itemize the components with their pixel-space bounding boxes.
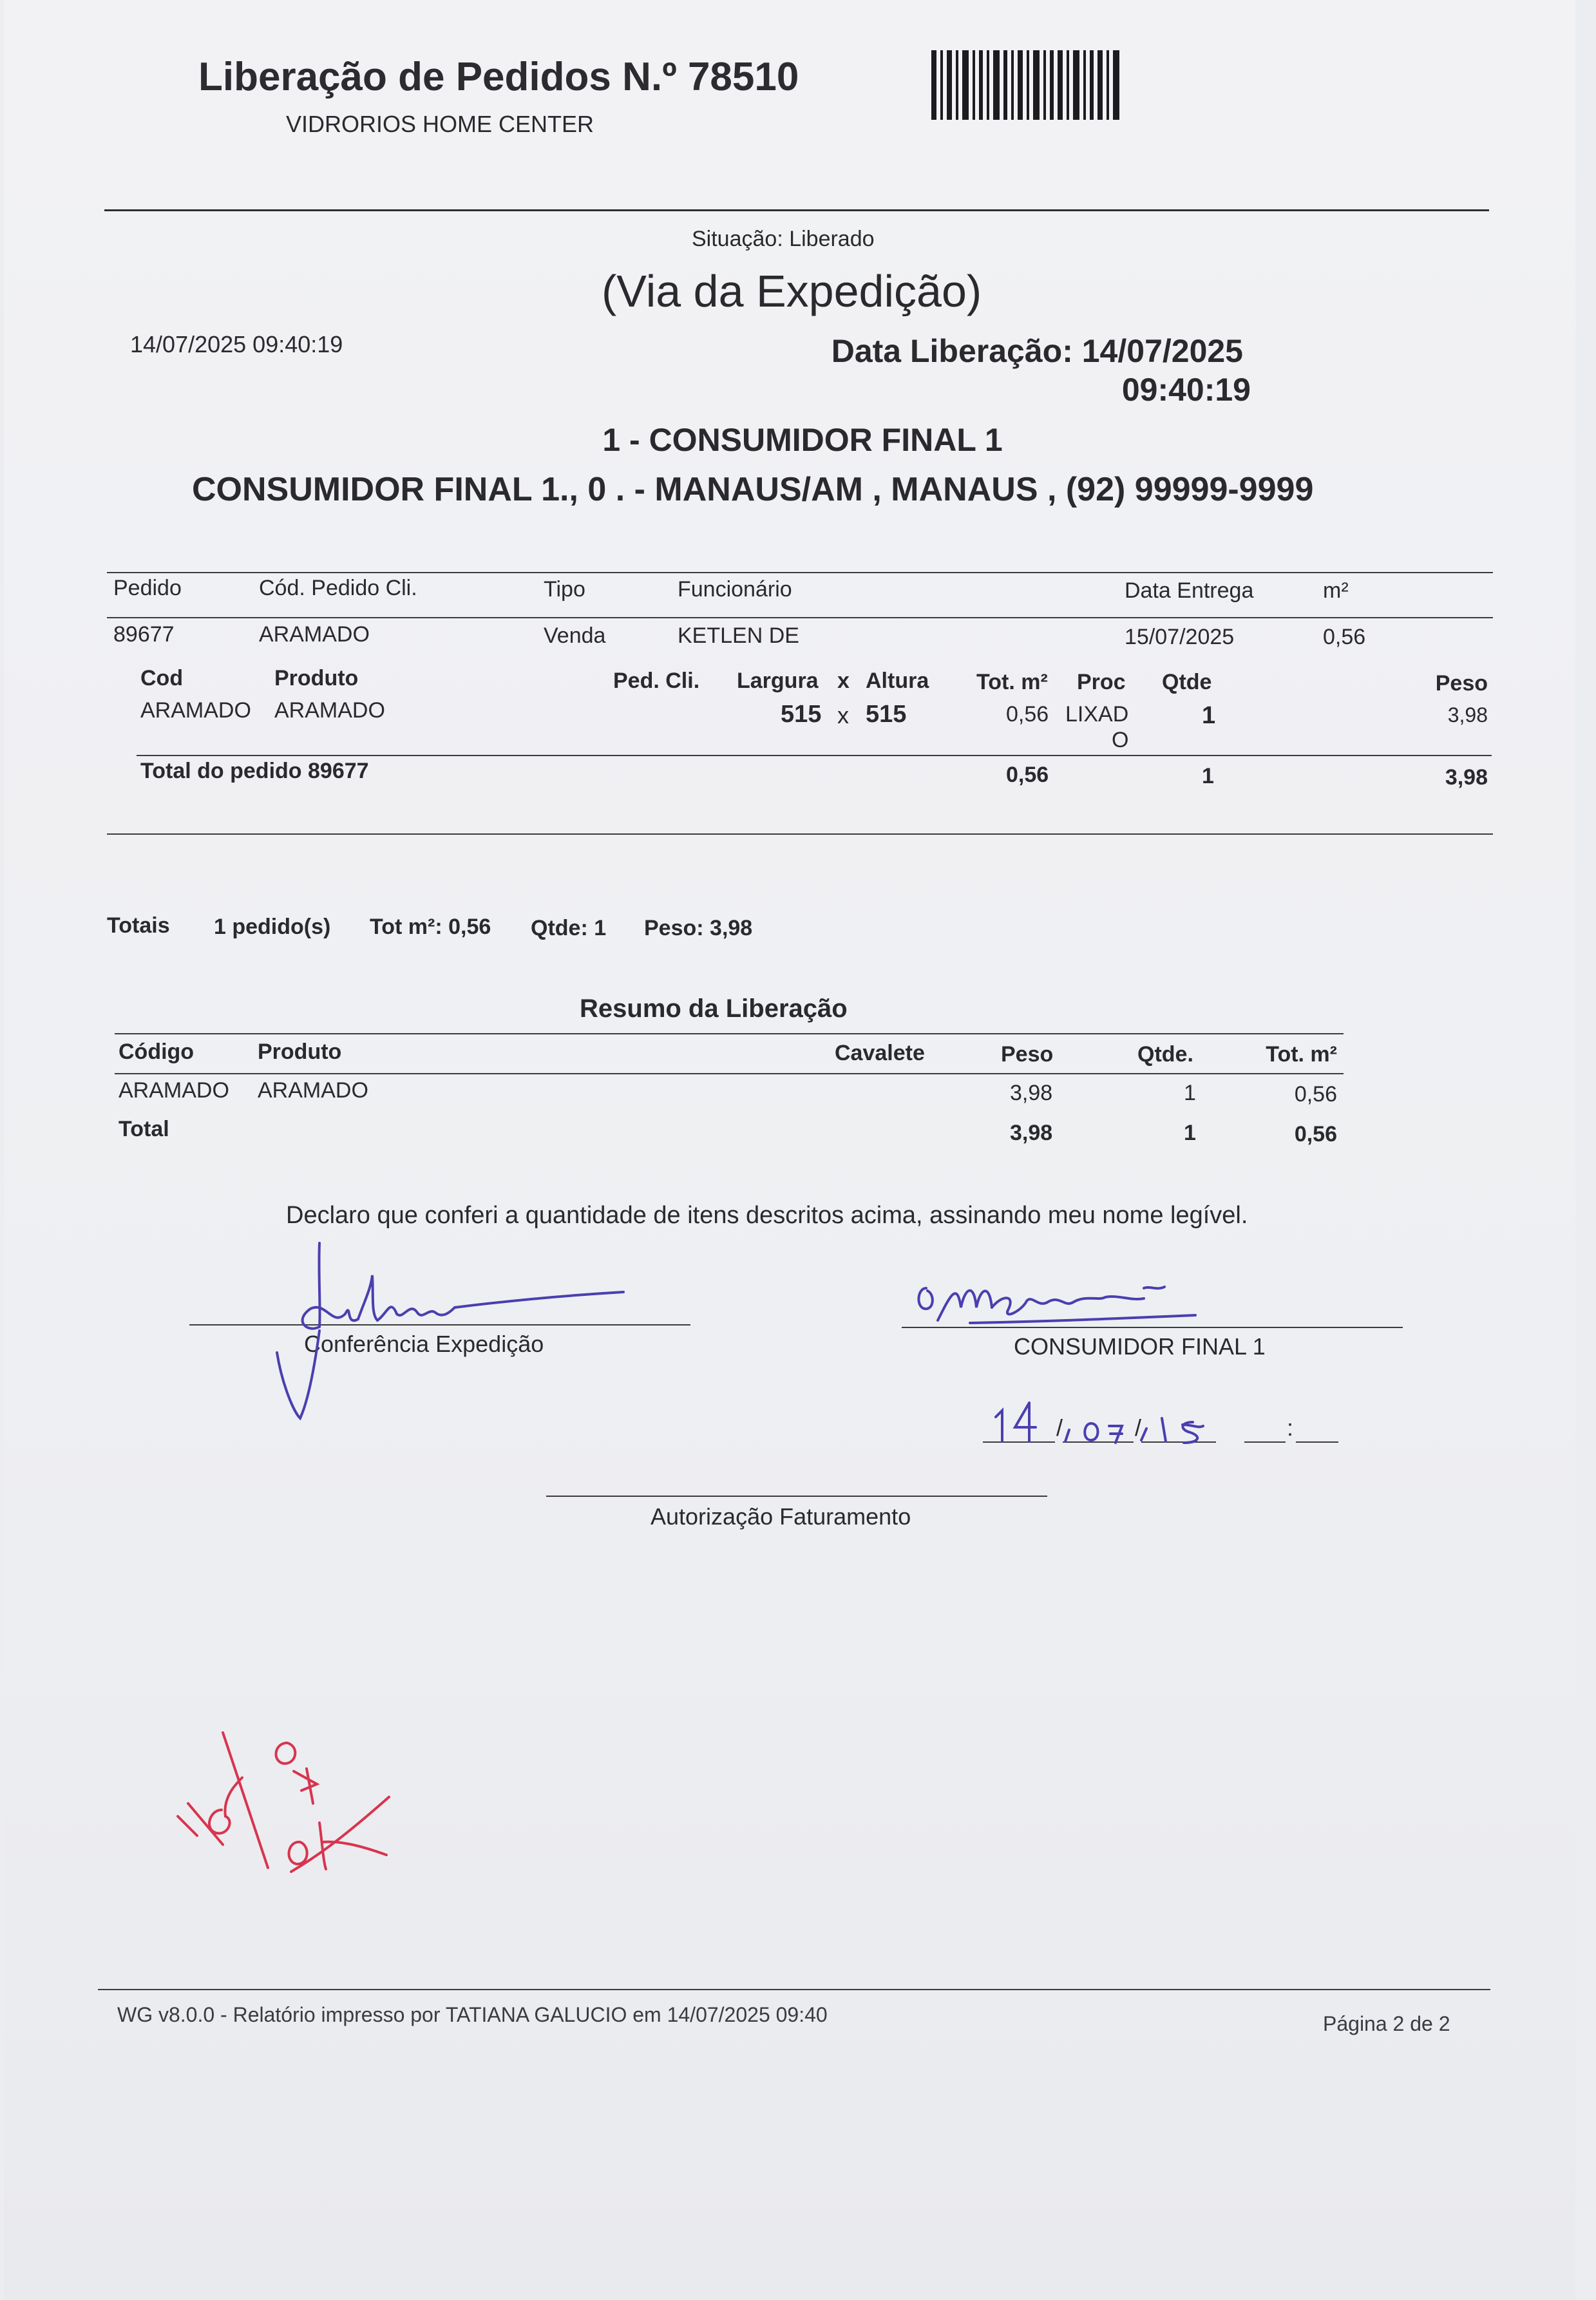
summary-header-peso: Peso	[1001, 1042, 1054, 1067]
handwritten-red-note	[165, 1707, 410, 1900]
item-header-peso: Peso	[1435, 671, 1488, 696]
col-header-cod-pedido-cli: Cód. Pedido Cli.	[259, 576, 417, 600]
date-separator: /	[1135, 1414, 1142, 1441]
barcode	[931, 50, 1170, 120]
divider	[107, 833, 1493, 835]
totals-peso: Peso: 3,98	[644, 916, 753, 940]
item-header-cod: Cod	[140, 666, 184, 690]
cell-m2: 0,56	[1323, 625, 1366, 649]
item-qtde: 1	[1202, 702, 1216, 729]
summary-total-peso: 3,98	[1010, 1121, 1053, 1145]
table-border	[115, 1073, 1344, 1074]
item-largura: 515	[781, 701, 822, 728]
item-produto: ARAMADO	[274, 698, 385, 723]
col-header-data-entrega: Data Entrega	[1125, 578, 1254, 603]
release-time: 09:40:19	[1121, 372, 1251, 408]
table-border	[107, 572, 1493, 573]
status-text: Situação: Liberado	[692, 227, 875, 251]
table-border	[107, 617, 1493, 618]
item-header-x: x	[837, 669, 850, 693]
time-minute-blank	[1296, 1441, 1338, 1443]
date-separator: /	[1056, 1414, 1063, 1441]
release-date: Data Liberação: 14/07/2025	[831, 333, 1243, 369]
customer-address: CONSUMIDOR FINAL 1., 0 . - MANAUS/AM , MANAUS , (92) 99999-9999	[192, 471, 1314, 508]
summary-peso: 3,98	[1010, 1081, 1053, 1105]
summary-header-qtde: Qtde.	[1137, 1042, 1193, 1067]
summary-total-qtde: 1	[1184, 1121, 1196, 1145]
print-timestamp: 14/07/2025 09:40:19	[130, 331, 343, 357]
cell-tipo: Venda	[544, 623, 606, 648]
table-border	[137, 755, 1492, 756]
item-header-altura: Altura	[866, 669, 929, 693]
col-header-funcionario: Funcionário	[678, 577, 792, 602]
table-border	[115, 1033, 1344, 1034]
totals-orders: 1 pedido(s)	[214, 915, 331, 939]
signature-line-autorizacao	[546, 1496, 1047, 1497]
item-header-tot-m2: Tot. m²	[976, 670, 1048, 694]
col-header-tipo: Tipo	[544, 577, 585, 602]
signature-label-conferencia: Conferência Expedição	[304, 1331, 544, 1357]
declaration-text: Declaro que conferi a quantidade de itens descritos acima, assinando meu nome legível.	[286, 1202, 1248, 1229]
divider	[104, 209, 1489, 211]
handwritten-date	[989, 1391, 1221, 1449]
totals-qtde: Qtde: 1	[531, 916, 607, 940]
item-header-produto: Produto	[274, 666, 359, 690]
handwritten-signature-conferencia	[249, 1237, 635, 1430]
time-hour-blank	[1244, 1441, 1286, 1443]
item-proc: LIXAD	[1065, 702, 1129, 727]
summary-codigo: ARAMADO	[119, 1078, 229, 1103]
summary-header-tot-m2: Tot. m²	[1266, 1042, 1337, 1067]
order-total-qtde: 1	[1202, 764, 1214, 788]
item-altura: 515	[866, 701, 907, 728]
summary-header-cavalete: Cavalete	[835, 1041, 925, 1065]
company-name: VIDRORIOS HOME CENTER	[286, 111, 594, 137]
col-header-pedido: Pedido	[113, 576, 182, 600]
summary-total-label: Total	[119, 1117, 169, 1141]
signature-label-consumidor: CONSUMIDOR FINAL 1	[1014, 1333, 1266, 1360]
summary-tot-m2: 0,56	[1294, 1082, 1337, 1107]
col-header-m2: m²	[1323, 578, 1349, 603]
summary-title: Resumo da Liberação	[580, 994, 848, 1023]
item-header-ped-cli: Ped. Cli.	[613, 669, 700, 693]
customer-name: 1 - CONSUMIDOR FINAL 1	[602, 422, 1003, 458]
item-tot-m2: 0,56	[1006, 702, 1049, 727]
item-proc-cont: O	[1112, 728, 1129, 752]
summary-header-codigo: Código	[119, 1040, 195, 1064]
document-page	[4, 0, 1575, 2300]
totals-label: Totais	[107, 913, 170, 938]
summary-header-produto: Produto	[258, 1040, 342, 1064]
order-total-m2: 0,56	[1006, 763, 1049, 787]
item-header-proc: Proc	[1077, 670, 1126, 694]
summary-produto: ARAMADO	[258, 1078, 368, 1103]
item-header-qtde: Qtde	[1162, 670, 1212, 694]
handwritten-signature-consumidor	[912, 1269, 1208, 1340]
cell-data-entrega: 15/07/2025	[1125, 625, 1235, 649]
item-header-largura: Largura	[737, 669, 819, 693]
cell-cod-pedido-cli: ARAMADO	[259, 622, 370, 647]
item-x: x	[837, 702, 849, 728]
via-title: (Via da Expedição)	[602, 266, 982, 316]
totals-m2: Tot m²: 0,56	[370, 915, 491, 939]
time-separator: :	[1287, 1414, 1294, 1441]
item-peso: 3,98	[1447, 703, 1488, 727]
order-total-peso: 3,98	[1445, 765, 1488, 790]
page-number: Página 2 de 2	[1323, 2012, 1450, 2035]
order-total-label: Total do pedido 89677	[140, 759, 369, 783]
summary-total-m2: 0,56	[1294, 1122, 1337, 1146]
cell-funcionario: KETLEN DE	[678, 623, 799, 648]
cell-pedido: 89677	[113, 622, 175, 647]
footer-print-info: WG v8.0.0 - Relatório impresso por TATIANA GALUCIO em 14/07/2025 09:40	[117, 2003, 828, 2026]
footer-divider	[98, 1989, 1490, 1990]
document-title: Liberação de Pedidos N.º 78510	[198, 55, 799, 99]
signature-label-autorizacao: Autorização Faturamento	[651, 1503, 911, 1530]
summary-qtde: 1	[1184, 1081, 1196, 1105]
item-cod: ARAMADO	[140, 698, 251, 723]
